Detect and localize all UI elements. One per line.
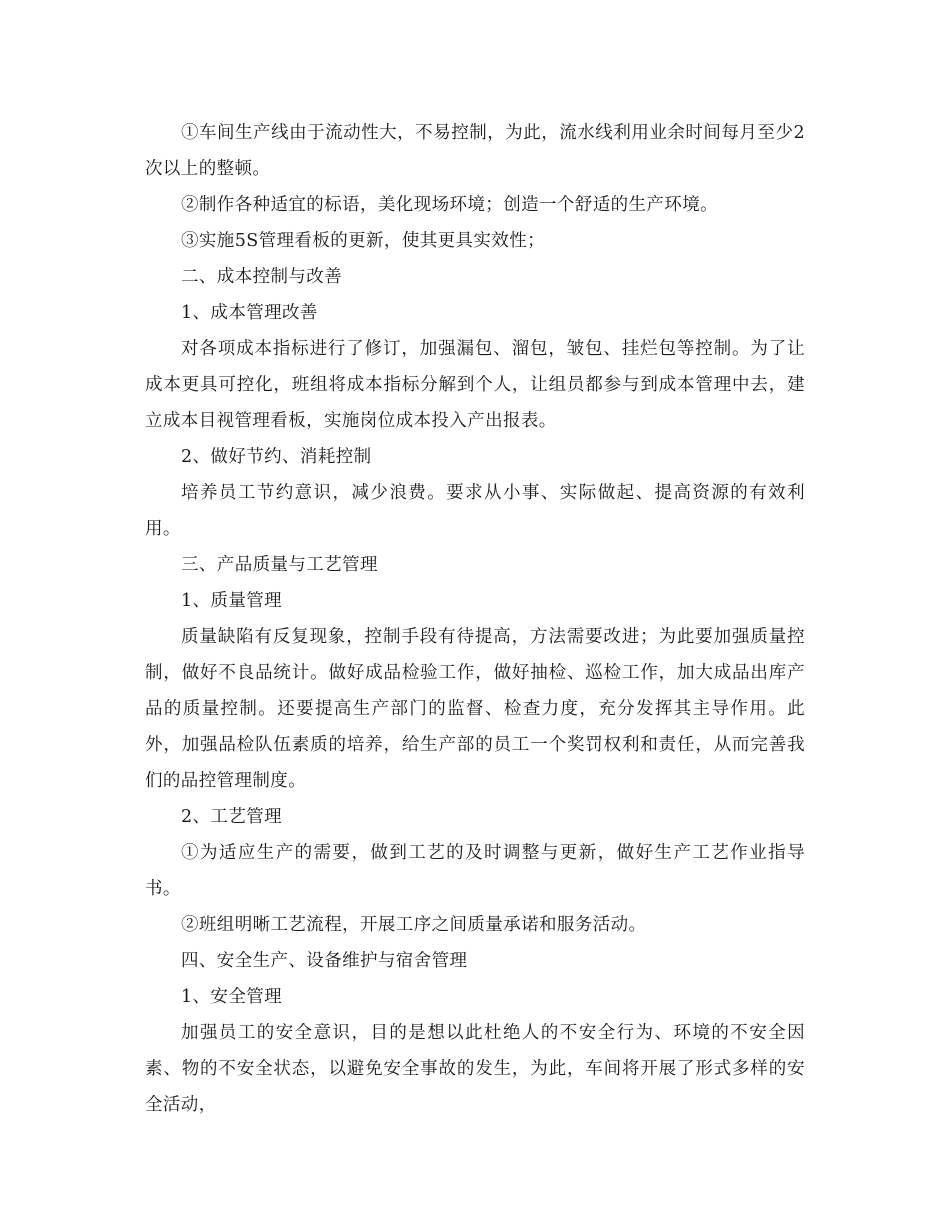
subheading-safety-management: 1、安全管理 — [181, 987, 283, 1007]
section-heading-cost-control: 二、成本控制与改善 — [181, 267, 343, 287]
document-body — [145, 115, 805, 1123]
paragraph-process-flow: ②班组明晰工艺流程，开展工序之间质量承诺和服务活动。 — [181, 915, 647, 935]
paragraph-saving-awareness: 培养员工节约意识，减少浪费。要求从小事、实际做起、提高资源的有效利用。 — [145, 483, 805, 539]
paragraph-slogans: ②制作各种适宜的标语，美化现场环境；创造一个舒适的生产环境。 — [181, 195, 718, 215]
paragraph-safety-awareness: 加强员工的安全意识，目的是想以此杜绝人的不安全行为、环境的不安全因素、物的不安全状态，以避免安全事故的发生，为此，车间将开展了形式多样的安全活动， — [145, 1023, 805, 1115]
section-heading-quality-process: 三、产品质量与工艺管理 — [181, 555, 378, 575]
paragraph-quality-defects: 质量缺陷有反复现象，控制手段有待提高，方法需要改进；为此要加强质量控制，做好不良品统计。做好成品检验工作，做好抽检、巡检工作，加大成品出库产品的质量控制。还要提高生产部门的监督、检查力度，充分发挥其主导作用。此外，加强品检队伍素质的培养，给生产部的员工一个奖罚权利和责任，从而完善我们的品控管理制度。 — [145, 627, 805, 791]
subheading-saving-consumption: 2、做好节约、消耗控制 — [181, 447, 372, 467]
subheading-process-management: 2、工艺管理 — [181, 807, 283, 827]
paragraph-workshop-line: ①车间生产线由于流动性大，不易控制，为此，流水线利用业余时间每月至少2次以上的整顿。 — [145, 123, 805, 179]
section-heading-safety: 四、安全生产、设备维护与宿舍管理 — [181, 951, 468, 971]
paragraph-cost-indicators: 对各项成本指标进行了修订，加强漏包、溜包，皱包、挂烂包等控制。为了让成本更具可控化，班组将成本指标分解到个人，让组员都参与到成本管理中去，建立成本目视管理看板，实施岗位成本投入产出报表。 — [145, 339, 805, 431]
subheading-quality-management: 1、质量管理 — [181, 591, 283, 611]
paragraph-process-adjustment: ①为适应生产的需要，做到工艺的及时调整与更新，做好生产工艺作业指导书。 — [145, 843, 805, 899]
subheading-cost-management: 1、成本管理改善 — [181, 303, 318, 323]
paragraph-5s-board: ③实施5S管理看板的更新，使其更具实效性； — [181, 231, 546, 251]
